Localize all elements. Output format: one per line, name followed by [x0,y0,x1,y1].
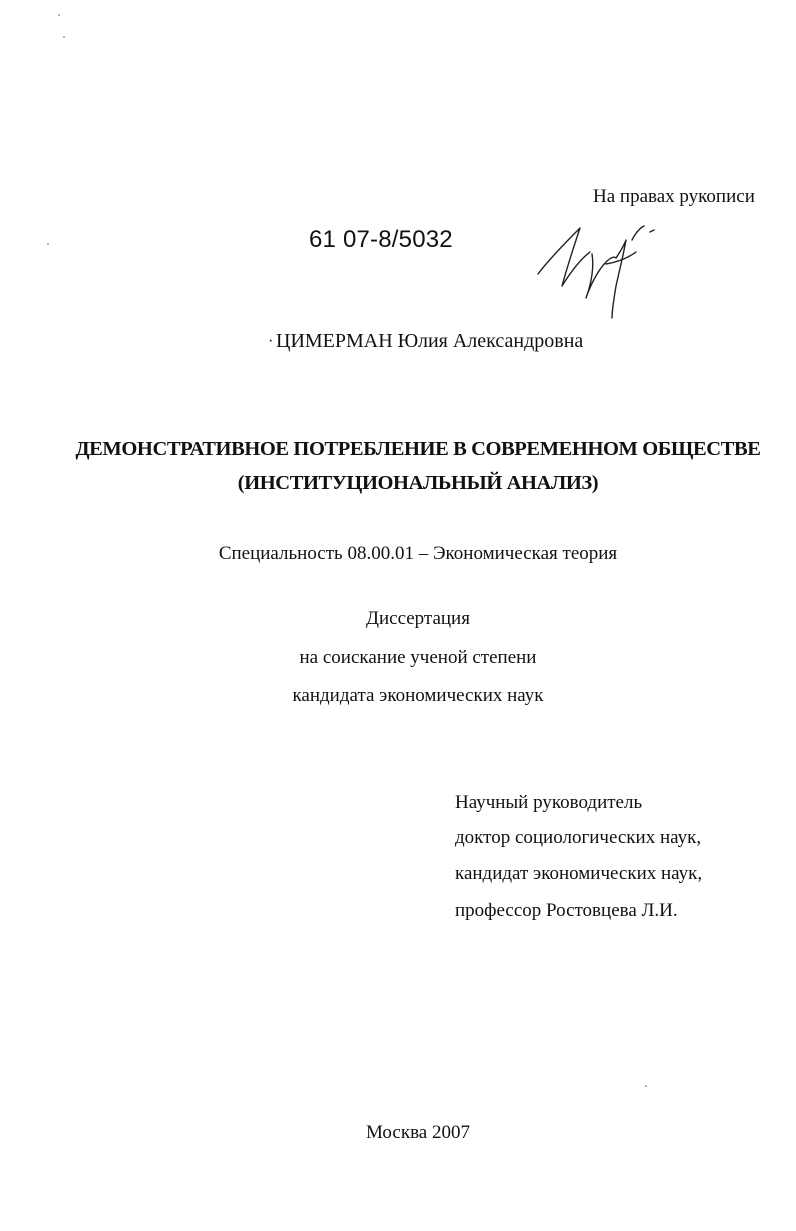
degree-purpose: на соискание ученой степени [299,647,537,668]
city-year: Москва 2007 [366,1122,470,1143]
supervisor-degree-1: доктор социологических наук, [455,827,702,848]
scan-speck [63,36,65,38]
scan-speck [58,14,60,16]
supervisor-name: профессор Ростовцева Л.И. [455,900,678,921]
specialty-line: Специальность 08.00.01 – Экономическая теория [218,543,618,564]
thesis-title-line-2: (ИНСТИТУЦИОНАЛЬНЫЙ АНАЛИЗ) [237,472,599,494]
author-marker: · [268,333,274,350]
supervisor-heading: Научный руководитель [455,792,643,813]
author-name: ЦИМЕРМАН Юлия Александровна [276,330,584,352]
manuscript-rights-note: На правах рукописи [593,186,755,207]
scan-speck [645,1085,647,1087]
signature-icon [528,206,668,326]
scan-speck [47,243,49,245]
dissertation-label: Диссертация [366,608,470,629]
thesis-title-line-1: ДЕМОНСТРАТИВНОЕ ПОТРЕБЛЕНИЕ В СОВРЕМЕННОМ ОБЩЕСТВЕ [75,438,761,460]
catalog-number: 61 07-8/5032 [309,226,453,253]
supervisor-degree-2: кандидат экономических наук, [455,863,703,884]
degree-name: кандидата экономических наук [292,685,544,706]
